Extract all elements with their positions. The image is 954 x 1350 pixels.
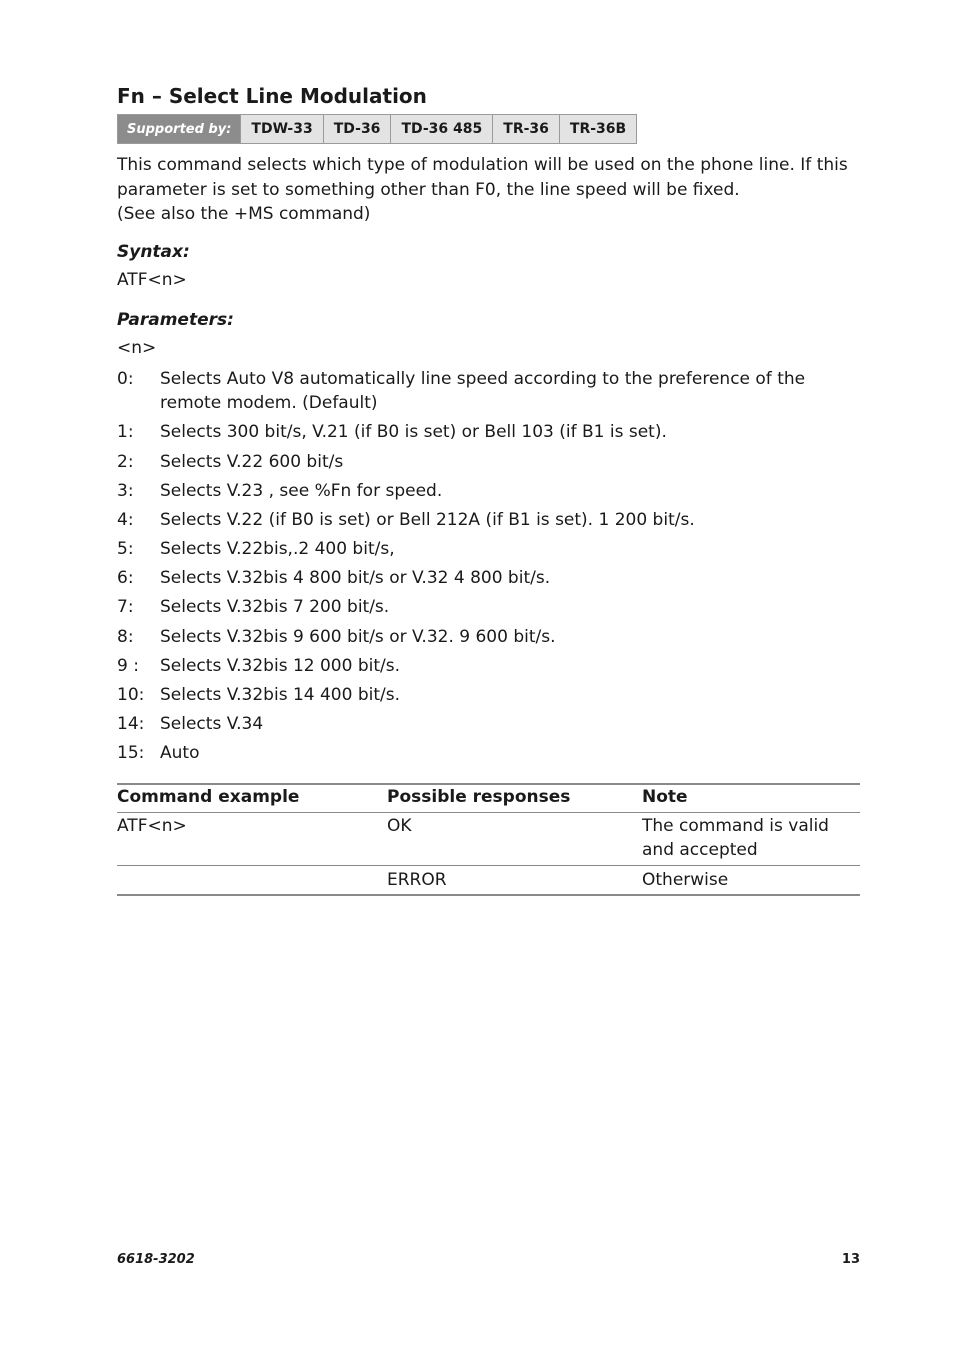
- intro-paragraph: This command selects which type of modulation will be used on the phone line. If this parameter is set to something other than F0, the line speed will be fixed.: [117, 155, 848, 200]
- param-desc: Selects V.22 600 bit/s: [160, 452, 344, 472]
- supported-model-td-36: TD-36: [323, 115, 391, 143]
- supported-model-tr-36: TR-36: [492, 115, 559, 143]
- supported-model-tdw-33: TDW-33: [240, 115, 322, 143]
- param-key: 3:: [117, 481, 134, 501]
- table-rule: [117, 812, 860, 813]
- table-rule: [117, 865, 860, 866]
- param-desc: Selects V.23 , see %Fn for speed.: [160, 481, 443, 501]
- table-rule: [117, 894, 860, 896]
- param-key: 10:: [117, 685, 145, 705]
- parameter-name: <n>: [117, 338, 157, 358]
- param-key: 14:: [117, 714, 145, 734]
- param-desc: Selects V.32bis 9 600 bit/s or V.32. 9 600 bit/s.: [160, 627, 556, 647]
- param-key: 2:: [117, 452, 134, 472]
- param-desc: Selects V.32bis 14 400 bit/s.: [160, 685, 401, 705]
- syntax-label: Syntax:: [117, 242, 190, 262]
- page-number: 13: [841, 1252, 860, 1267]
- intro-text: [117, 153, 860, 227]
- param-desc: Selects V.34: [160, 714, 264, 734]
- param-key: 5:: [117, 539, 134, 559]
- table-cell: ATF<n>: [117, 816, 187, 836]
- param-desc: Selects Auto V8 automatically line speed according to the preference of the remote modem. (Default): [160, 369, 806, 413]
- table-cell: ERROR: [387, 870, 447, 890]
- param-desc: Auto: [160, 743, 200, 763]
- param-key: 9 :: [117, 656, 139, 676]
- param-key: 8:: [117, 627, 134, 647]
- param-desc: Selects V.32bis 7 200 bit/s.: [160, 597, 390, 617]
- param-key: 0:: [117, 369, 134, 389]
- parameters-label: Parameters:: [117, 310, 234, 330]
- param-key: 6:: [117, 568, 134, 588]
- table-header: Command example: [117, 787, 300, 807]
- param-key: 1:: [117, 422, 134, 442]
- document-number: 6618-3202: [117, 1252, 195, 1267]
- param-desc: Selects V.22 (if B0 is set) or Bell 212A (if B1 is set). 1 200 bit/s.: [160, 510, 695, 530]
- supported-by-bar: [117, 114, 637, 144]
- syntax-value: ATF<n>: [117, 270, 187, 290]
- table-header: Possible responses: [387, 787, 571, 807]
- table-cell: OK: [387, 816, 412, 836]
- section-heading: Fn – Select Line Modulation: [117, 84, 427, 108]
- param-desc: Selects 300 bit/s, V.21 (if B0 is set) or Bell 103 (if B1 is set).: [160, 422, 667, 442]
- table-cell: The command is valid and accepted: [642, 816, 829, 860]
- param-key: 15:: [117, 743, 145, 763]
- supported-by-label: Supported by:: [118, 115, 240, 143]
- intro-see-also: (See also the +MS command): [117, 204, 371, 224]
- param-desc: Selects V.32bis 12 000 bit/s.: [160, 656, 401, 676]
- table-cell: Otherwise: [642, 870, 729, 890]
- table-header: Note: [642, 787, 688, 807]
- supported-model-td-36-485: TD-36 485: [390, 115, 492, 143]
- param-desc: Selects V.22bis,.2 400 bit/s,: [160, 539, 395, 559]
- supported-model-tr-36b: TR-36B: [559, 115, 636, 143]
- param-key: 7:: [117, 597, 134, 617]
- param-key: 4:: [117, 510, 134, 530]
- param-desc: Selects V.32bis 4 800 bit/s or V.32 4 800 bit/s.: [160, 568, 551, 588]
